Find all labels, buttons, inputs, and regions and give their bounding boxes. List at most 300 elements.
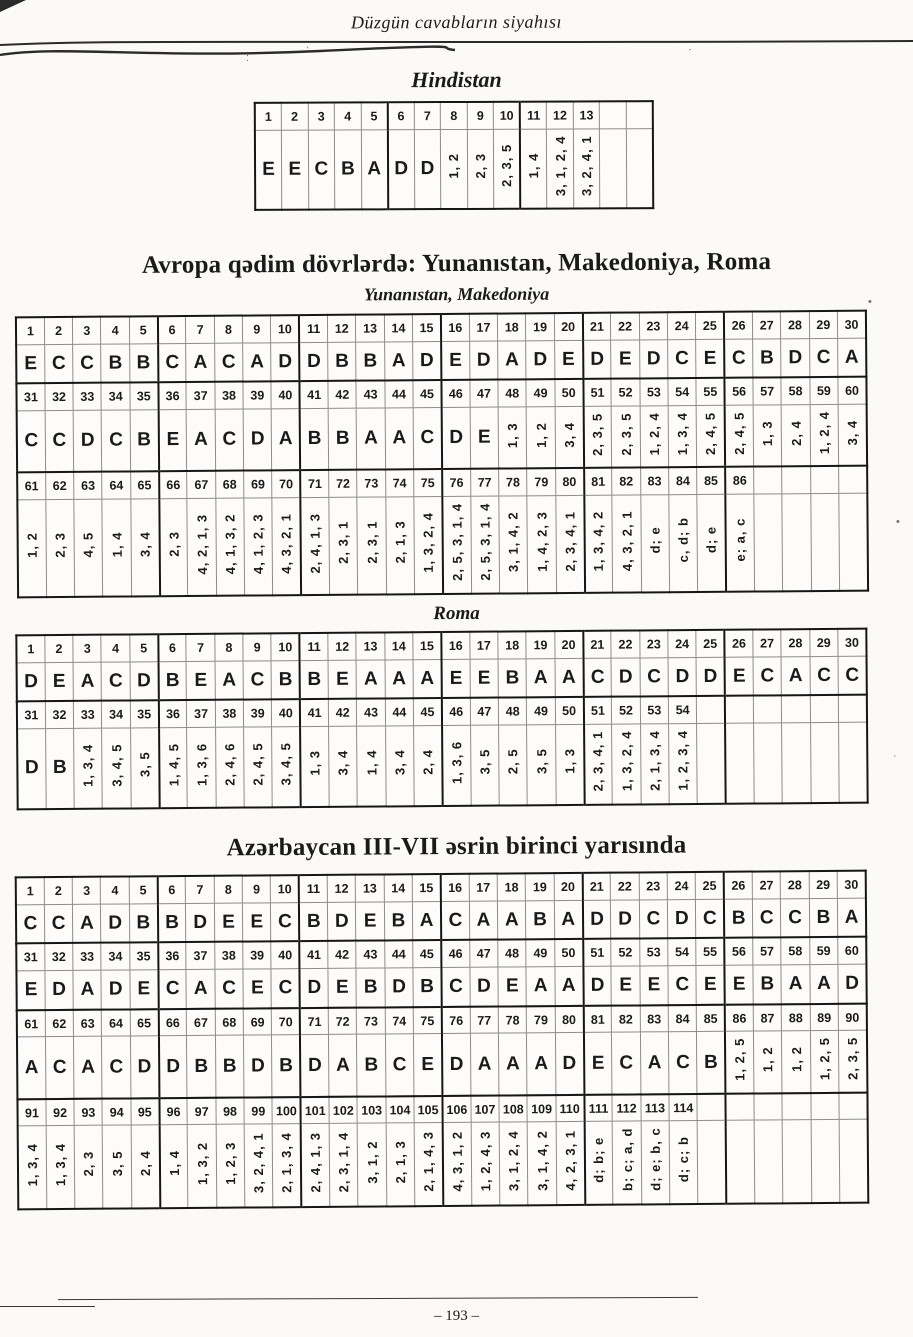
scan-speck: : (246, 52, 250, 64)
answer-cell (781, 405, 810, 468)
question-number-cell: 37 (186, 382, 215, 409)
section-title-azerbaycan: Azərbaycan III-VII əsrin birinci yarısında (226, 831, 687, 861)
answer-cell: A (555, 966, 584, 1006)
question-number-cell: 21 (582, 872, 611, 899)
question-number-cell (810, 695, 839, 722)
answer-cell: C (639, 899, 668, 939)
answer-cell: C (17, 411, 46, 474)
answer-cell: A (186, 969, 215, 1009)
question-number-cell: 46 (441, 940, 470, 967)
rotated-answer-text: 2, 4, 5 (731, 411, 748, 455)
rotated-answer-text: 1, 3 (504, 422, 521, 448)
question-number-cell: 67 (187, 471, 216, 498)
answer-cell: C (243, 660, 272, 700)
question-number-cell: 113 (641, 1094, 670, 1121)
question-number-cell: 31 (17, 702, 46, 729)
question-number-cell: 36 (158, 701, 187, 728)
answer-cell: D (130, 1036, 159, 1099)
answer-cell (726, 494, 755, 592)
question-number-cell: 5 (130, 634, 159, 661)
answer-cell: C (271, 902, 300, 942)
answer-cell (442, 725, 471, 805)
question-number-cell: 46 (441, 380, 470, 407)
answer-cell: C (215, 969, 244, 1009)
answer-cell: B (328, 342, 357, 382)
question-number-cell: 1 (16, 317, 45, 344)
question-number-cell: 105 (414, 1095, 443, 1122)
question-number-cell: 38 (215, 700, 244, 727)
question-number-cell: 93 (74, 1098, 103, 1125)
question-number-cell: 21 (582, 313, 611, 340)
answer-cell: D (611, 658, 640, 698)
answer-cell (442, 496, 471, 594)
answer-cell (244, 1124, 273, 1207)
rotated-answer-text: 3, 5 (533, 748, 550, 775)
rotated-answer-text: 2, 3 (81, 1150, 97, 1177)
answer-cell: E (130, 969, 159, 1009)
question-number-cell: 8 (214, 875, 243, 902)
answer-cell: C (753, 656, 782, 696)
question-number-cell: 62 (45, 1009, 74, 1036)
question-number-cell: 82 (612, 468, 641, 495)
answer-cell (641, 495, 670, 593)
question-number-cell: 50 (555, 379, 584, 406)
answer-cell: A (469, 900, 498, 940)
question-number-cell: 48 (498, 939, 527, 966)
question-number-cell: 29 (809, 870, 838, 897)
question-number-cell: 22 (611, 631, 640, 658)
question-number-cell: 34 (102, 701, 131, 728)
answer-cell (74, 728, 103, 808)
question-number-cell: 102 (329, 1096, 358, 1123)
answer-cell: D (17, 662, 46, 702)
rotated-answer-text: 1, 3, 4 (24, 1142, 41, 1186)
answer-cell: C (158, 969, 187, 1009)
answer-cell: E (611, 965, 640, 1005)
rotated-answer-text: 1, 2, 4 (816, 410, 832, 455)
scan-line-artifact (0, 1306, 95, 1307)
question-number-cell: 101 (301, 1096, 330, 1123)
answer-cell: E (281, 130, 308, 210)
question-number-cell: 20 (554, 872, 583, 899)
answer-cell (471, 496, 500, 594)
question-number-cell: 49 (526, 939, 555, 966)
question-number-cell: 37 (186, 942, 215, 969)
answer-cell: A (413, 659, 442, 699)
answer-cell (612, 724, 641, 804)
answer-cell (583, 406, 612, 469)
rotated-answer-text: 2, 1, 4, 3 (420, 1130, 437, 1192)
question-number-cell: 10 (494, 102, 521, 129)
question-number-cell (810, 466, 839, 493)
answer-cell (498, 407, 527, 470)
question-number-cell: 28 (781, 629, 810, 656)
answer-cell (494, 129, 521, 209)
question-number-cell: 25 (696, 312, 725, 339)
answer-cell (754, 1120, 783, 1203)
answer-cell (74, 1125, 103, 1208)
answer-cell: C (158, 343, 187, 383)
question-number-cell: 28 (781, 871, 810, 898)
answer-cell (527, 725, 556, 805)
answer-cell (810, 404, 839, 467)
answer-cell (130, 728, 159, 808)
question-number-cell: 4 (101, 635, 130, 662)
question-number-cell: 13 (356, 633, 385, 660)
rotated-answer-text: 2, 1, 3 (392, 520, 408, 565)
question-number-cell: 17 (469, 873, 498, 900)
answer-cell (443, 1122, 472, 1205)
question-number-cell: 32 (45, 943, 74, 970)
answer-cell: B (130, 410, 159, 473)
question-number-cell: 91 (17, 1099, 46, 1126)
answer-cell (726, 1120, 755, 1203)
answer-cell: A (526, 966, 555, 1006)
answer-cell: C (44, 344, 73, 384)
answer-cell: B (215, 1035, 244, 1098)
question-number-cell: 84 (669, 468, 698, 495)
answer-cell: E (696, 965, 725, 1005)
rotated-answer-text: 1, 3, 4 (674, 412, 691, 456)
question-number-cell (754, 467, 783, 494)
question-number-cell: 6 (157, 876, 186, 903)
section-title-avropa: Avropa qədim dövrlərdə: Yunanıstan, Makedoniya, Roma (141, 248, 772, 280)
rotated-answer-text: 4, 2, 3, 1 (562, 1129, 578, 1191)
question-number-cell: 9 (242, 875, 271, 902)
answer-cell: D (639, 339, 668, 379)
answer-cell: E (16, 344, 45, 384)
question-number-cell: 51 (583, 697, 612, 724)
answer-cell (188, 1124, 217, 1207)
question-number-cell: 2 (281, 103, 308, 130)
answer-cell (669, 1120, 698, 1203)
answer-cell (782, 723, 811, 803)
answer-cell: C (809, 338, 838, 378)
answer-cell (811, 1119, 840, 1202)
question-number-cell: 33 (73, 943, 102, 970)
question-number-cell: 35 (130, 942, 159, 969)
avropa-band-1 (15, 310, 868, 386)
question-number-cell: 86 (725, 1004, 754, 1031)
question-number-cell: 50 (555, 697, 584, 724)
answer-cell (329, 726, 358, 806)
question-number-cell: 69 (243, 1008, 272, 1035)
answer-cell: C (102, 410, 131, 473)
question-number-cell: 12 (547, 101, 574, 128)
question-number-cell: 12 (328, 633, 357, 660)
rotated-answer-text: 2, 4, 5 (250, 742, 266, 786)
question-number-cell: 10 (271, 315, 300, 342)
answer-cell (216, 498, 245, 596)
answer-cell: C (102, 662, 131, 702)
answer-cell: C (752, 898, 781, 938)
rotated-answer-text: 3, 4 (844, 419, 860, 446)
question-number-cell (782, 1093, 811, 1120)
question-number-cell: 107 (471, 1095, 500, 1122)
answer-cell: E (243, 902, 272, 942)
question-number-cell: 31 (16, 943, 45, 970)
question-number-cell: 99 (244, 1097, 273, 1124)
answer-cell: C (441, 967, 470, 1007)
question-number-cell: 109 (527, 1095, 556, 1122)
rotated-answer-text: 1, 3, 4 (80, 743, 96, 787)
answer-cell: A (73, 903, 102, 943)
answer-cell (584, 724, 613, 804)
question-number-cell: 42 (328, 381, 357, 408)
question-number-cell: 74 (385, 1007, 414, 1034)
question-number-cell: 41 (300, 381, 329, 408)
question-number-cell: 23 (639, 872, 668, 899)
answer-cell (216, 1124, 245, 1207)
answer-cell: A (385, 408, 414, 471)
question-number-cell: 27 (753, 629, 782, 656)
answer-cell (613, 1121, 642, 1204)
rotated-answer-text: 2, 4, 1, 3 (307, 1131, 324, 1193)
roma-band-2 (16, 694, 869, 810)
question-number-cell: 72 (329, 470, 358, 497)
rotated-answer-text: c, d; b (675, 517, 692, 563)
question-number-cell: 40 (271, 382, 300, 409)
answer-cell (272, 498, 301, 596)
question-number-cell: 22 (611, 313, 640, 340)
question-number-cell: 2 (44, 317, 73, 344)
hindistan-answer-table (254, 100, 654, 211)
question-number-cell: 54 (668, 696, 697, 723)
answer-cell: A (73, 970, 102, 1010)
scan-speck: ` (306, 46, 310, 58)
question-number-cell: 103 (357, 1096, 386, 1123)
question-number-cell: 1 (16, 877, 45, 904)
answer-cell: D (442, 1033, 471, 1096)
answer-cell (725, 1031, 754, 1094)
question-number-cell: 80 (555, 468, 584, 495)
question-number-cell: 69 (244, 471, 273, 498)
answer-cell (783, 1120, 812, 1203)
answer-cell (838, 1030, 867, 1093)
answer-cell: D (271, 342, 300, 382)
question-number-cell: 45 (413, 381, 442, 408)
answer-cell: B (413, 967, 442, 1007)
azerbaycan-band-2 (15, 936, 868, 1012)
question-number-cell: 6 (158, 316, 187, 343)
question-number-cell: 3 (308, 103, 335, 130)
answer-cell (414, 1122, 443, 1205)
question-number-cell: 20 (555, 631, 584, 658)
answer-cell (244, 727, 273, 807)
answer-cell: A (17, 1037, 46, 1100)
question-number-cell: 5 (361, 102, 388, 129)
question-number-cell: 8 (440, 102, 467, 129)
question-number-cell: 38 (215, 942, 244, 969)
rotated-answer-text: 2, 5, 3, 1, 4 (449, 502, 465, 582)
answer-cell: C (385, 1034, 414, 1097)
question-number-cell: 48 (498, 380, 527, 407)
answer-cell: C (583, 658, 612, 698)
answer-cell: D (696, 657, 725, 697)
answer-cell: E (356, 901, 385, 941)
question-number-cell: 19 (526, 873, 555, 900)
answer-cell (669, 495, 698, 593)
question-number-cell: 7 (186, 634, 215, 661)
answer-cell: D (159, 1035, 188, 1098)
answer-cell: B (272, 1035, 301, 1098)
rotated-answer-text: 2, 3 (166, 531, 182, 558)
question-number-cell: 64 (102, 472, 131, 499)
question-number-cell: 68 (215, 1008, 244, 1035)
azerbaycan-band-3 (16, 1002, 869, 1100)
rotated-answer-text: 1, 3, 4 (52, 1142, 69, 1186)
question-number-cell: 52 (611, 379, 640, 406)
answer-cell (102, 728, 131, 808)
answer-cell: B (356, 342, 385, 382)
answer-cell (18, 1126, 47, 1209)
question-number-cell (725, 696, 754, 723)
answer-cell: A (640, 1032, 669, 1095)
rotated-answer-text: 2, 3, 4, 1 (590, 730, 607, 792)
answer-cell: A (413, 901, 442, 941)
question-number-cell: 47 (470, 380, 499, 407)
answer-cell: A (781, 964, 810, 1004)
rotated-answer-text: 1, 3, 4, 2 (590, 510, 607, 572)
answer-cell: B (271, 660, 300, 700)
hindistan-band-1 (254, 100, 654, 211)
question-number-cell: 43 (356, 381, 385, 408)
answer-cell: D (555, 1032, 584, 1095)
answer-cell (467, 129, 494, 209)
question-number-cell: 38 (215, 382, 244, 409)
page-header: Düzgün cavabların siyahısı (350, 11, 563, 33)
question-number-cell: 2 (44, 876, 73, 903)
rotated-answer-text: 1, 4, 5 (165, 742, 182, 787)
question-number-cell: 14 (384, 314, 413, 341)
answer-cell (499, 1122, 528, 1205)
question-number-cell: 17 (469, 314, 498, 341)
answer-cell (329, 497, 358, 595)
answer-cell (273, 1124, 302, 1207)
answer-cell: E (640, 965, 669, 1005)
subsection-title-yunanistan: Yunanıstan, Makedoniya (363, 283, 550, 305)
question-number-cell: 49 (526, 380, 555, 407)
answer-cell: E (16, 970, 45, 1010)
rotated-answer-text: 1, 2 (24, 532, 40, 559)
answer-cell: D (526, 340, 555, 380)
subsection-title-roma: Roma (433, 603, 480, 625)
answer-cell (839, 1119, 868, 1202)
answer-cell (131, 1125, 160, 1208)
question-number-cell: 84 (668, 1004, 697, 1031)
question-number-cell: 14 (385, 632, 414, 659)
question-number-cell: 39 (243, 382, 272, 409)
question-number-cell: 63 (74, 472, 103, 499)
question-number-cell: 20 (554, 313, 583, 340)
answer-cell: D (45, 970, 74, 1010)
rotated-answer-text: 4, 2, 1, 3 (194, 513, 210, 575)
question-number-cell: 26 (725, 630, 754, 657)
rotated-answer-text: 1, 2, 3, 4 (675, 730, 691, 791)
answer-cell (102, 499, 131, 597)
answer-cell: C (45, 1036, 74, 1099)
question-number-cell: 45 (413, 699, 442, 726)
rotated-answer-text: d; b; e (591, 1136, 607, 1183)
header-rule-lines (0, 35, 913, 61)
question-number-cell: 73 (357, 470, 386, 497)
answer-cell (668, 405, 697, 468)
section-title-hindistan: Hindistan (411, 66, 502, 93)
question-number-cell: 87 (753, 1004, 782, 1031)
question-number-cell (782, 467, 811, 494)
answer-cell (839, 493, 868, 591)
question-number-cell: 34 (101, 383, 130, 410)
answer-cell: D (611, 899, 640, 939)
answer-cell: A (526, 658, 555, 698)
question-number-cell: 24 (667, 872, 696, 899)
question-number-cell: 31 (16, 384, 45, 411)
question-number-cell: 44 (384, 940, 413, 967)
question-number-cell: 47 (469, 940, 498, 967)
scan-corner-artifact (0, 0, 26, 12)
rotated-answer-text: 1, 2 (446, 152, 462, 179)
answer-cell: D (388, 129, 415, 209)
answer-cell (782, 494, 811, 592)
question-number-cell: 92 (46, 1098, 75, 1125)
answer-cell (520, 129, 547, 209)
answer-cell: C (73, 344, 102, 384)
question-number-cell: 12 (328, 315, 357, 342)
question-number-cell: 65 (130, 472, 159, 499)
answer-cell: B (334, 129, 361, 209)
answer-cell: B (158, 661, 187, 701)
answer-cell: E (441, 659, 470, 699)
rotated-answer-text: 3, 2, 4, 1 (251, 1131, 267, 1193)
answer-cell: E (498, 966, 527, 1006)
answer-cell: D (470, 967, 499, 1007)
answer-cell (584, 1121, 613, 1204)
answer-cell: A (554, 899, 583, 939)
question-number-cell: 1 (16, 635, 45, 662)
answer-cell: D (583, 966, 612, 1006)
answer-cell: A (838, 338, 867, 378)
answer-cell: C (668, 339, 697, 379)
answer-cell (600, 128, 627, 208)
question-number-cell: 13 (573, 101, 600, 128)
answer-cell (556, 1121, 585, 1204)
question-number-cell (600, 101, 627, 128)
answer-cell (301, 497, 330, 595)
answer-cell (626, 128, 653, 208)
azerbaycan-answer-table (15, 869, 870, 1209)
rotated-answer-text: 1, 3, 2, 4 (420, 511, 436, 573)
scan-speck: • (896, 516, 900, 528)
answer-cell: B (357, 1034, 386, 1097)
answer-cell (159, 728, 188, 808)
question-number-cell: 33 (74, 701, 103, 728)
question-number-cell: 96 (159, 1097, 188, 1124)
question-number-cell: 11 (520, 102, 547, 129)
question-number-cell: 21 (583, 631, 612, 658)
answer-cell (244, 498, 273, 596)
answer-cell: E (696, 339, 725, 379)
question-number-cell: 4 (334, 102, 361, 129)
rotated-answer-text: 2, 3, 4, 1 (562, 510, 578, 572)
answer-cell: A (470, 1033, 499, 1096)
answer-cell (17, 500, 46, 598)
question-number-cell: 98 (216, 1097, 245, 1124)
question-number-cell: 83 (640, 1005, 669, 1032)
question-number-cell: 45 (413, 940, 442, 967)
answer-cell: B (753, 964, 782, 1004)
answer-cell (641, 1121, 670, 1204)
question-number-cell: 59 (809, 937, 838, 964)
